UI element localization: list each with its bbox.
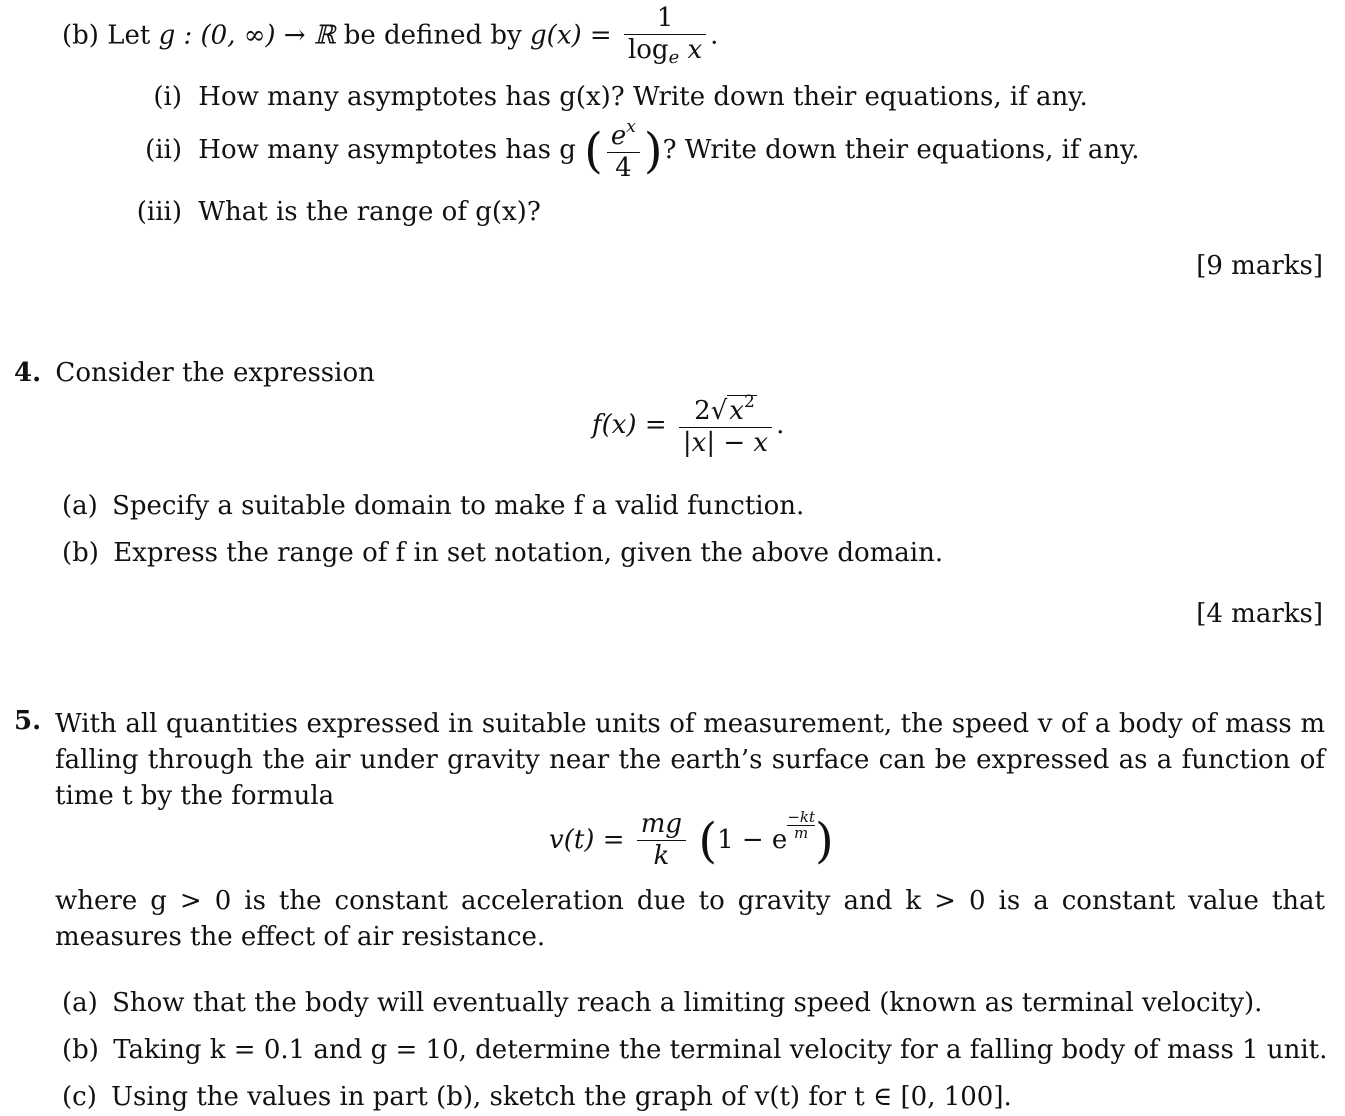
q4-rad-exp: 2 [743,392,755,412]
q4-intro: Consider the expression [55,358,375,388]
q3b-end: . [710,20,719,51]
q4-b-text: Express the range of f in set notation, given the above domain. [113,538,944,568]
q5-c-label: (c) [62,1082,97,1112]
q3b-lead: Let [107,20,151,51]
q3b-i-label: (i) [153,82,182,112]
q4-number: 4. [14,358,42,388]
q5-where: where g > 0 is the constant acceleration due to gravity and k > 0 is a constant value that measures the effect of air resistance. [55,886,1325,952]
q5-part-a [62,988,1262,1018]
q4-num-coef: 2 [694,396,711,426]
q3b-label: (b) [62,20,99,51]
q3b-fraction [624,4,706,68]
q4-a-label: (a) [62,491,98,521]
q3b-iii-label: (iii) [136,197,182,227]
q5-a-label: (a) [62,988,98,1018]
q5-c-text: Using the values in part (b), sketch the graph of v(t) for t ∈ [0, 100]. [111,1082,1012,1112]
q3b-stem [62,4,718,68]
q3b-ii-label: (ii) [145,135,182,166]
q3b-part-iii [130,197,541,227]
q5-exp-num: −kt [787,808,815,827]
q3b-frac-den [624,34,706,69]
q5-exponent [787,810,815,841]
q5-paren-open: ( [698,813,718,870]
q3b-part-ii [140,118,1140,184]
q4-fraction [679,393,772,459]
q4-part-a [62,491,804,521]
q5-equation [549,810,834,872]
q4-equation [592,393,784,459]
q5-exp-den: m [787,825,815,841]
q5-lhs: v(t) = [549,825,625,856]
q3b-mapping: g : (0, ∞) → ℝ [158,20,336,51]
q4-frac-den: |x| − x [679,427,772,459]
q3b-frac-num: 1 [656,3,674,33]
q4-b-label: (b) [62,538,99,568]
q3b-part-i [140,82,1088,112]
q3b-i-text: How many asymptotes has g(x)? Write down their equations, if any. [198,82,1088,112]
q5-intro: With all quantities expressed in suitable units of measurement, the speed v of a body of mass m falling through the air under gravity near the earth’s surface can be expressed as a function of time t by the formula [55,709,1325,811]
q3b-log-base: e [668,46,680,68]
q3b-log: log [627,34,669,65]
q5-part-c [62,1082,1012,1112]
q3b-ii-num-exp: x [626,117,636,137]
q4-intro-line [14,358,375,388]
q5-paren-close: ) [815,813,834,870]
q5-frac-den: k [637,840,686,872]
q4-marks: [4 marks] [1196,599,1323,629]
q4-a-text: Specify a suitable domain to make f a valid function. [112,491,805,521]
q4-lhs: f(x) = [592,410,667,441]
q5-number-text: 5. [14,706,42,736]
q3b-gx: g(x) = [530,20,612,51]
q5-one-minus-e: 1 − e [717,825,788,856]
q3b-marks: [9 marks] [1196,251,1323,281]
q4-frac-num: $2√x^2$ [694,392,755,426]
q3b-ii-paren-close: ) [643,123,663,180]
q3b-mid: be defined by [343,20,522,51]
q3b-ii-pre: How many asymptotes has g [198,135,576,166]
q3b-iii-text: What is the range of g(x)? [198,197,541,227]
q5-part-b [62,1035,1327,1065]
q4-radicand [727,392,757,426]
q3b-ii-paren-open: ( [584,123,603,180]
q3b-ii-frac-num [607,118,640,152]
q3b-ii-fraction [607,118,640,184]
q5-b-text: Taking k = 0.1 and g = 10, determine the terminal velocity for a falling body of mass 1 unit. [113,1035,1328,1065]
q5-number [14,706,41,736]
q3b-ii-frac-den: 4 [607,152,640,184]
q4-rad-base: x [729,396,744,426]
q4-part-b [62,538,943,568]
q5-a-text: Show that the body will eventually reach a limiting speed (known as terminal velocity). [112,988,1263,1018]
q5-b-label: (b) [62,1035,99,1065]
q3b-ii-post: ? Write down their equations, if any. [662,135,1140,166]
q4-end: . [776,410,785,441]
q3b-ii-num-base: e [610,121,627,151]
q5-frac-num: mg [640,809,683,839]
q3b-log-var: x [687,34,703,65]
q5-fraction [637,810,686,872]
